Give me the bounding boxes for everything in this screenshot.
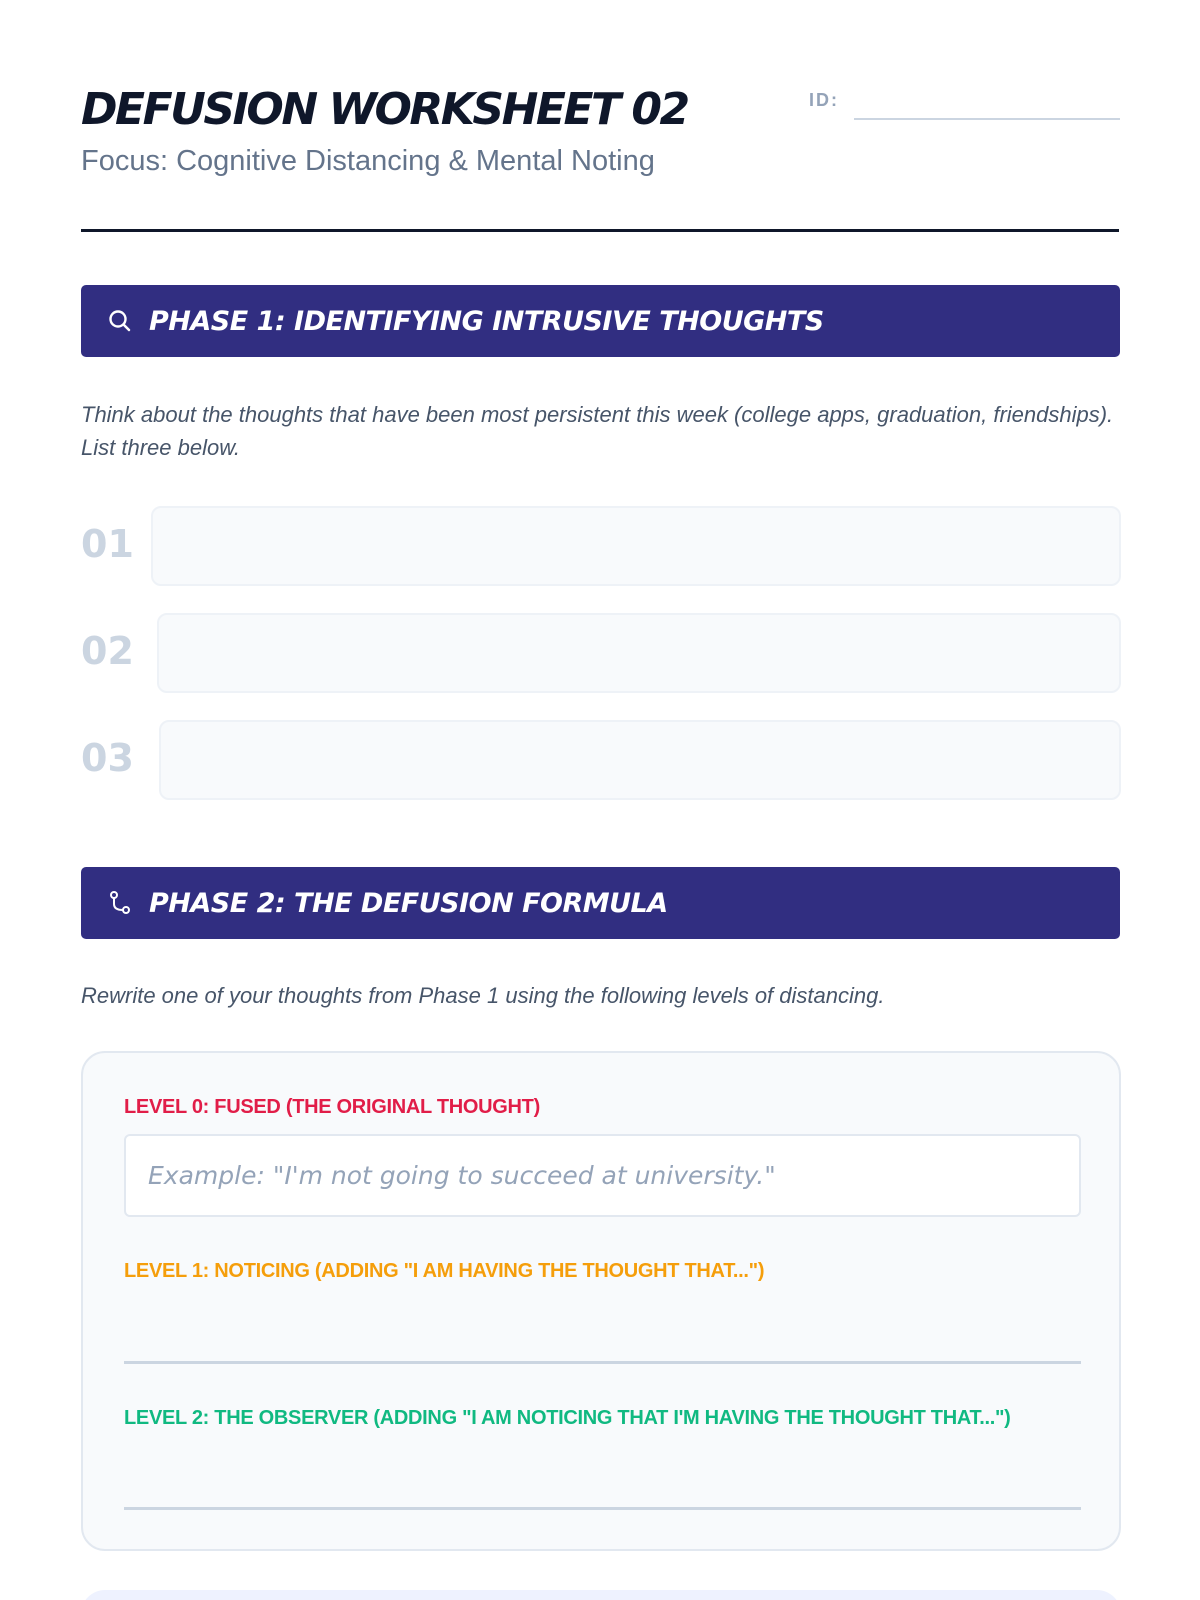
- phase1-title: PHASE 1: IDENTIFYING INTRUSIVE THOUGHTS: [149, 305, 824, 337]
- phase2-instructions: Rewrite one of your thoughts from Phase 1 using the following levels of distancing.: [81, 983, 885, 1008]
- noticing-answer-line[interactable]: [124, 1361, 1081, 1364]
- thought-number: 03: [81, 736, 134, 780]
- original-thought-input[interactable]: Example: "I'm not going to succeed at university.": [124, 1134, 1081, 1217]
- thought-row: [81, 506, 1121, 586]
- phase1-instructions: Think about the thoughts that have been most persistent this week (college apps, graduation, friendships). List three below.: [81, 402, 1114, 460]
- id-label: ID:: [809, 90, 839, 110]
- page-subtitle: Focus: Cognitive Distancing & Mental Noting: [81, 145, 655, 177]
- phase2-title: PHASE 2: THE DEFUSION FORMULA: [149, 887, 668, 919]
- thought-number: 02: [81, 629, 134, 673]
- level0-label: LEVEL 0: FUSED (THE ORIGINAL THOUGHT): [124, 1096, 540, 1118]
- thought-input-3[interactable]: [159, 720, 1121, 800]
- next-section-card: [81, 1590, 1121, 1600]
- worksheet-header: [81, 0, 1119, 232]
- page-title: DEFUSION WORKSHEET 02: [81, 84, 688, 135]
- defusion-formula-card: [81, 1051, 1121, 1551]
- thought-row: [81, 613, 1121, 693]
- thought-input-1[interactable]: [151, 506, 1121, 586]
- level1-label: LEVEL 1: NOTICING (ADDING "I AM HAVING THE THOUGHT THAT..."): [124, 1260, 765, 1282]
- phase2-header: [81, 867, 1120, 939]
- thought-row: [81, 720, 1121, 800]
- level2-label: LEVEL 2: THE OBSERVER (ADDING "I AM NOTICING THAT I'M HAVING THE THOUGHT THAT..."): [124, 1407, 1011, 1429]
- branch-icon: [107, 888, 137, 918]
- thought-number: 01: [81, 522, 134, 566]
- search-icon: [107, 306, 137, 336]
- thought-input-2[interactable]: [157, 613, 1121, 693]
- observer-answer-line[interactable]: [124, 1507, 1081, 1510]
- id-field[interactable]: [854, 118, 1120, 120]
- phase1-header: [81, 285, 1120, 357]
